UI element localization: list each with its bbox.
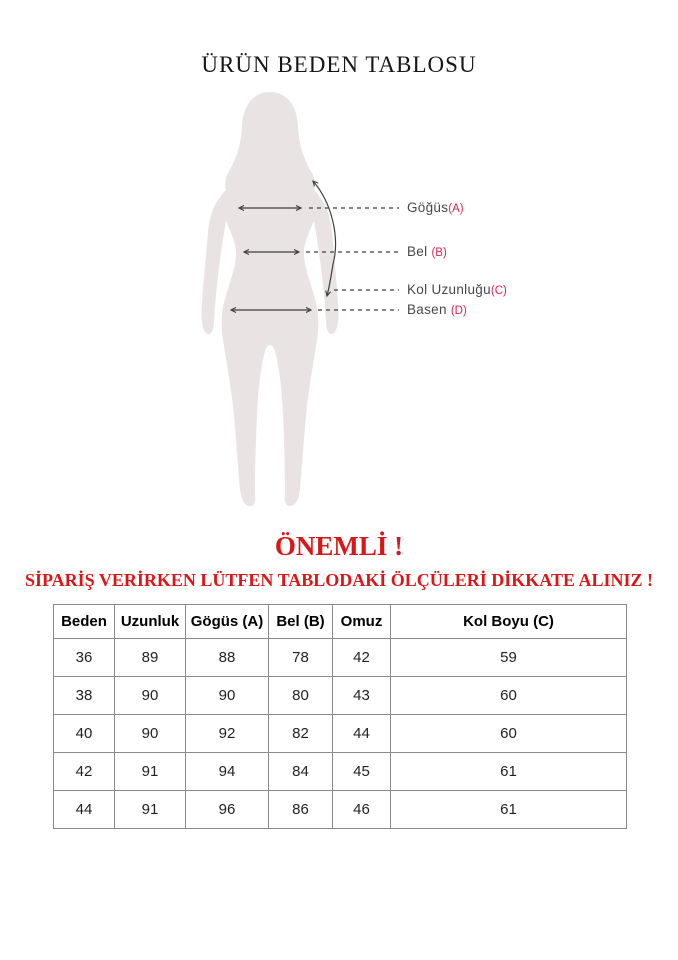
table-cell: 40 bbox=[54, 715, 115, 753]
measurement-label-text: Göğüs bbox=[407, 200, 449, 215]
measurement-label-code: (C) bbox=[490, 285, 507, 297]
table-row bbox=[54, 677, 627, 715]
table-cell: 88 bbox=[186, 639, 269, 677]
important-heading: ÖNEMLİ ! bbox=[274, 531, 404, 561]
table-cell: 84 bbox=[269, 753, 333, 791]
table-cell: 96 bbox=[186, 791, 269, 829]
table-row bbox=[54, 715, 627, 753]
table-cell: 86 bbox=[269, 791, 333, 829]
table-cell: 36 bbox=[54, 639, 115, 677]
table-row bbox=[54, 639, 627, 677]
measurement-label-text: Basen bbox=[407, 302, 451, 317]
table-cell: 38 bbox=[54, 677, 115, 715]
table-row bbox=[54, 753, 627, 791]
column-header-uzunluk: Uzunluk bbox=[115, 605, 186, 639]
table-cell: 91 bbox=[115, 791, 186, 829]
column-header-gogus: Gögüs (A) bbox=[186, 605, 269, 639]
table-cell: 46 bbox=[333, 791, 391, 829]
table-cell: 90 bbox=[115, 715, 186, 753]
table-cell: 60 bbox=[391, 677, 627, 715]
size-table-header-row bbox=[54, 605, 627, 639]
measurement-label-text: Kol Uzunluğu bbox=[407, 282, 491, 297]
silhouette-body bbox=[220, 171, 320, 506]
table-cell: 90 bbox=[186, 677, 269, 715]
table-cell: 43 bbox=[333, 677, 391, 715]
table-cell: 82 bbox=[269, 715, 333, 753]
size-table bbox=[53, 604, 627, 829]
measurement-label-arm-length bbox=[407, 283, 507, 298]
table-cell: 44 bbox=[54, 791, 115, 829]
table-cell: 42 bbox=[333, 639, 391, 677]
table-cell: 42 bbox=[54, 753, 115, 791]
table-cell: 59 bbox=[391, 639, 627, 677]
column-header-omuz: Omuz bbox=[333, 605, 391, 639]
measurement-label-code: (B) bbox=[431, 247, 447, 259]
table-cell: 91 bbox=[115, 753, 186, 791]
measurement-label-chest bbox=[407, 201, 464, 216]
column-header-bel: Bel (B) bbox=[269, 605, 333, 639]
measurement-label-text: Bel bbox=[407, 244, 432, 259]
important-subheading: SİPARİŞ VERİRKEN LÜTFEN TABLODAKİ ÖLÇÜLERİ DİKKATE ALINIZ ! bbox=[25, 570, 653, 590]
page-title: ÜRÜN BEDEN TABLOSU bbox=[201, 52, 477, 77]
table-cell: 94 bbox=[186, 753, 269, 791]
table-cell: 61 bbox=[391, 791, 627, 829]
table-cell: 89 bbox=[115, 639, 186, 677]
table-row bbox=[54, 791, 627, 829]
measurement-label-hip bbox=[407, 303, 467, 318]
table-cell: 60 bbox=[391, 715, 627, 753]
measurement-label-code: (D) bbox=[450, 305, 467, 317]
table-cell: 92 bbox=[186, 715, 269, 753]
measurement-label-waist bbox=[407, 245, 447, 260]
table-cell: 61 bbox=[391, 753, 627, 791]
table-cell: 44 bbox=[333, 715, 391, 753]
table-cell: 78 bbox=[269, 639, 333, 677]
column-header-kol-boyu: Kol Boyu (C) bbox=[391, 605, 627, 639]
table-cell: 80 bbox=[269, 677, 333, 715]
table-cell: 90 bbox=[115, 677, 186, 715]
table-cell: 45 bbox=[333, 753, 391, 791]
measurement-label-code: (A) bbox=[448, 203, 464, 215]
column-header-beden: Beden bbox=[54, 605, 115, 639]
